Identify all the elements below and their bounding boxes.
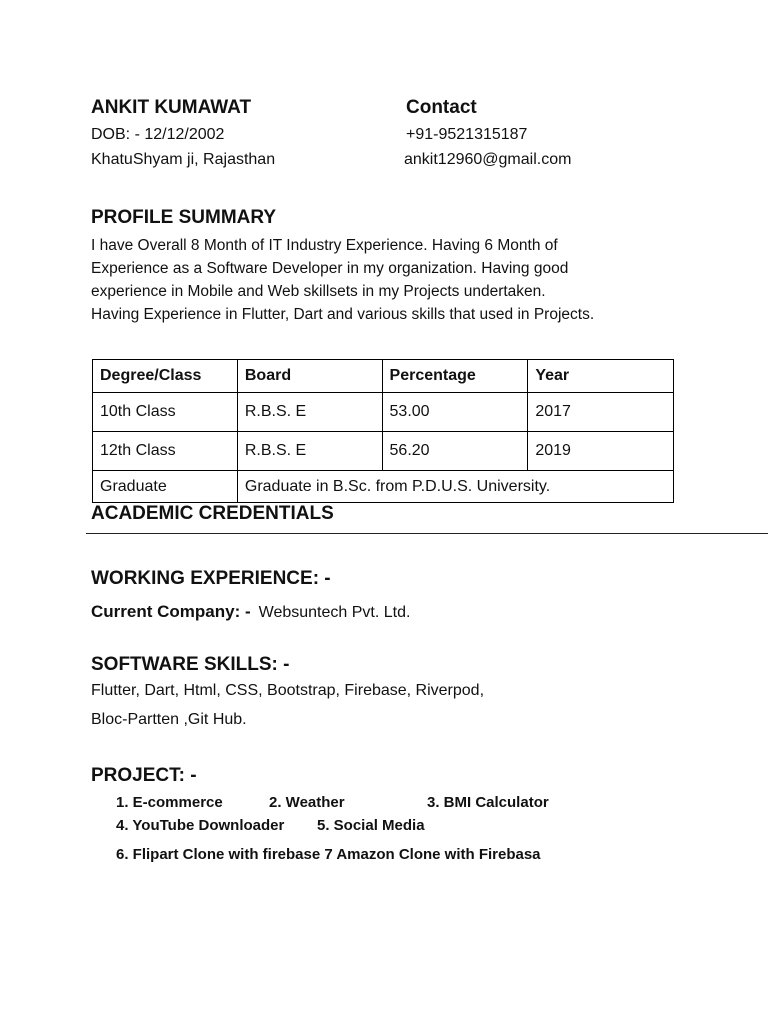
column-header-degree: Degree/Class: [93, 360, 238, 393]
section-divider: [86, 533, 768, 534]
date-of-birth: DOB: - 12/12/2002: [91, 126, 225, 143]
phone-number: +91-9521315187: [406, 126, 528, 143]
current-company-value: Websuntech Pvt. Ltd.: [258, 604, 411, 621]
project-item: 1. E-commerce: [116, 794, 223, 811]
summary-line: Experience as a Software Developer in my organization. Having good: [91, 260, 569, 277]
project-item: 4. YouTube Downloader: [116, 817, 285, 834]
table-cell: Graduate in B.Sc. from P.D.U.S. University.: [237, 471, 673, 503]
table-cell: 10th Class: [93, 393, 238, 432]
table-cell: 12th Class: [93, 432, 238, 471]
project-item: 3. BMI Calculator: [427, 794, 549, 811]
summary-line: Having Experience in Flutter, Dart and various skills that used in Projects.: [91, 306, 595, 323]
summary-line: experience in Mobile and Web skillsets in my Projects undertaken.: [91, 283, 546, 300]
column-header-board: Board: [237, 360, 382, 393]
column-header-percentage: Percentage: [382, 360, 528, 393]
column-header-year: Year: [528, 360, 674, 393]
table-cell: Graduate: [93, 471, 238, 503]
table-row: [93, 432, 674, 471]
academic-credentials-heading: ACADEMIC CREDENTIALS: [91, 503, 334, 524]
working-experience-heading: WORKING EXPERIENCE: -: [91, 568, 331, 589]
contact-heading: Contact: [406, 97, 477, 118]
candidate-name: ANKIT KUMAWAT: [91, 97, 252, 118]
table-cell: 2019: [528, 432, 674, 471]
table-row: [93, 393, 674, 432]
profile-summary-text: [91, 234, 651, 326]
table-row: [93, 471, 674, 503]
project-item: 5. Social Media: [317, 817, 425, 834]
table-cell: 2017: [528, 393, 674, 432]
current-company: [91, 602, 410, 622]
project-item: 2. Weather: [269, 794, 345, 811]
skills-line: Bloc-Partten ,Git Hub.: [91, 711, 247, 728]
table-cell: 53.00: [382, 393, 528, 432]
profile-summary-heading: PROFILE SUMMARY: [91, 207, 277, 228]
table-header-row: [93, 360, 674, 393]
email-address[interactable]: ankit12960@gmail.com: [404, 151, 572, 168]
skills-line: Flutter, Dart, Html, CSS, Bootstrap, Firebase, Riverpod,: [91, 682, 485, 699]
address: KhatuShyam ji, Rajasthan: [91, 151, 276, 168]
table-cell: R.B.S. E: [237, 432, 382, 471]
project-item: 6. Flipart Clone with firebase 7 Amazon Clone with Firebasa: [116, 846, 541, 863]
current-company-label: Current Company: -: [91, 602, 251, 621]
summary-line: I have Overall 8 Month of IT Industry Experience. Having 6 Month of: [91, 237, 558, 254]
table-cell: 56.20: [382, 432, 528, 471]
software-skills-heading: SOFTWARE SKILLS: -: [91, 654, 290, 675]
table-cell: R.B.S. E: [237, 393, 382, 432]
project-heading: PROJECT: -: [91, 765, 197, 786]
education-table: [92, 359, 674, 503]
